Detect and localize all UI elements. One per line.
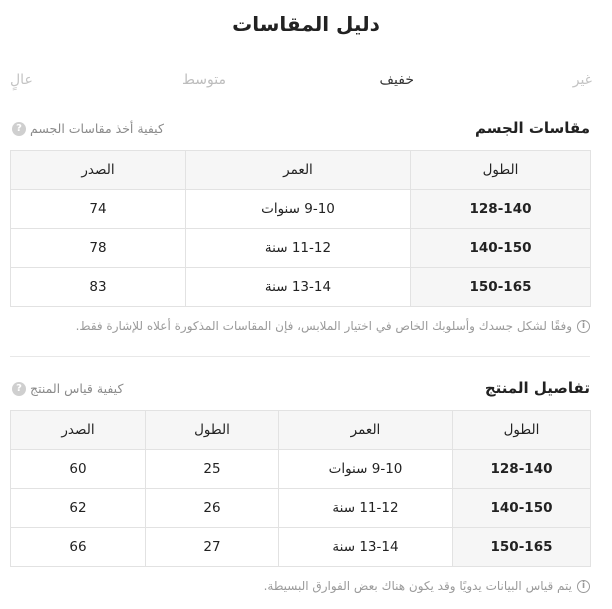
product-details-table	[10, 410, 591, 567]
stretch-option-medium[interactable]: متوسط	[182, 72, 226, 88]
product-details-note	[10, 579, 590, 593]
cell-length: 27	[146, 528, 279, 567]
table-row	[11, 489, 591, 528]
question-circle-icon: ?	[12, 382, 26, 396]
cell-chest: 62	[11, 489, 146, 528]
table-row	[11, 190, 591, 229]
table-header-row	[11, 411, 591, 450]
page-title: دليل المقاسات	[232, 12, 380, 36]
table-row	[11, 528, 591, 567]
cell-height: 140-150	[453, 489, 591, 528]
question-circle-icon: ?	[12, 122, 26, 136]
cell-height: 150-165	[453, 528, 591, 567]
cell-age: 13-14 سنة	[186, 268, 411, 307]
cell-chest: 78	[11, 229, 186, 268]
cell-height: 150-165	[411, 268, 591, 307]
table-row	[11, 268, 591, 307]
column-header-height: الطول	[411, 151, 591, 190]
cell-length: 26	[146, 489, 279, 528]
stretch-option-none[interactable]: غير	[572, 72, 592, 88]
body-measurements-header	[10, 119, 590, 143]
product-details-title: تفاصيل المنتج	[484, 379, 590, 397]
stretch-option-light[interactable]: خفيف	[379, 72, 414, 88]
cell-height: 128-140	[453, 450, 591, 489]
cell-age: 9-10 سنوات	[279, 450, 453, 489]
body-measurements-table	[10, 150, 591, 307]
cell-length: 25	[146, 450, 279, 489]
column-header-age: العمر	[279, 411, 453, 450]
column-header-chest: الصدر	[11, 151, 186, 190]
section-divider	[10, 356, 590, 357]
stretch-scale	[0, 72, 612, 94]
column-header-length: الطول	[146, 411, 279, 450]
cell-chest: 66	[11, 528, 146, 567]
cell-chest: 83	[11, 268, 186, 307]
product-details-note-text: يتم قياس البيانات يدويًا وقد يكون هناك بعض الفوارق البسيطة.	[263, 579, 572, 593]
product-details-header	[10, 379, 590, 403]
cell-age: 9-10 سنوات	[186, 190, 411, 229]
cell-age: 11-12 سنة	[279, 489, 453, 528]
column-header-chest: الصدر	[11, 411, 146, 450]
body-measurements-title: مقاسات الجسم	[474, 119, 590, 137]
how-to-measure-body-link[interactable]	[12, 121, 164, 136]
cell-chest: 60	[11, 450, 146, 489]
info-circle-icon: i	[577, 580, 590, 593]
column-header-height: الطول	[453, 411, 591, 450]
cell-age: 11-12 سنة	[186, 229, 411, 268]
cell-chest: 74	[11, 190, 186, 229]
cell-age: 13-14 سنة	[279, 528, 453, 567]
table-row	[11, 450, 591, 489]
how-to-measure-product-label: كيفية قياس المنتج	[30, 381, 124, 396]
table-row	[11, 229, 591, 268]
cell-height: 140-150	[411, 229, 591, 268]
stretch-option-high[interactable]: عالٍ	[10, 72, 33, 88]
table-header-row	[11, 151, 591, 190]
body-measurements-note	[10, 319, 590, 333]
body-measurements-note-text: وفقًا لشكل جسدك وأسلوبك الخاص في اختيار الملابس، فإن المقاسات المذكورة أعلاه للإشارة فقط.	[75, 319, 572, 333]
column-header-age: العمر	[186, 151, 411, 190]
cell-height: 128-140	[411, 190, 591, 229]
info-circle-icon: i	[577, 320, 590, 333]
how-to-measure-body-label: كيفية أخذ مقاسات الجسم	[30, 121, 164, 136]
how-to-measure-product-link[interactable]	[12, 381, 123, 396]
